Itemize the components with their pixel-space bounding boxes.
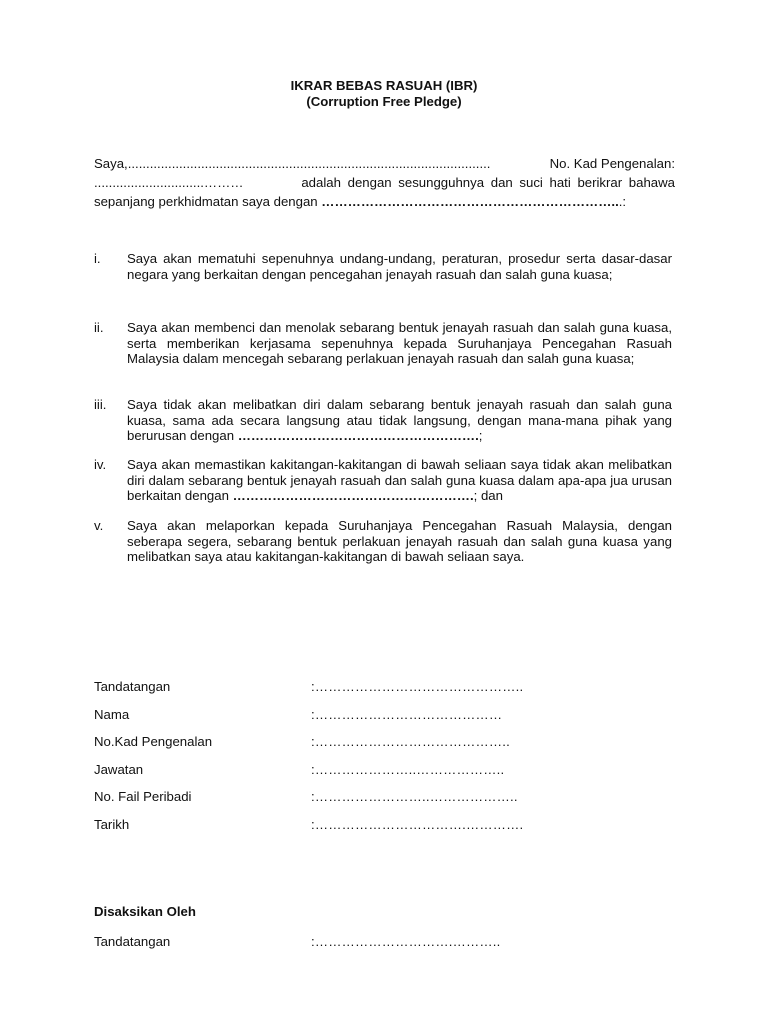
item-blank: ………………………………………………. bbox=[237, 428, 479, 443]
item-end: ; bbox=[478, 428, 483, 443]
list-item: Saya akan membenci dan menolak sebarang bentuk jenayah rasuah dan salah guna kuasa, serta memberikan kerjasama sepenuhnya kepada Suruhanjaya Pencegahan Rasuah Malaysia dalam mencegah sebarang perlakuan jenayah rasuah dan salah guna kuasa; bbox=[127, 320, 672, 366]
name-blank: Saya,................................................................................................... bbox=[94, 156, 491, 171]
item-end: ; dan bbox=[473, 488, 503, 503]
pledge-text: adalah dengan sesungguhnya dan suci hati berikrar bahawa bbox=[301, 175, 675, 190]
document-title: IKRAR BEBAS RASUAH (IBR) bbox=[290, 78, 478, 93]
field-value-name: :…………………………………… bbox=[311, 707, 503, 722]
item-number: iv. bbox=[94, 457, 107, 472]
intro-end: .: bbox=[618, 194, 627, 209]
ic-label: No. Kad Pengenalan: bbox=[549, 156, 675, 171]
field-label-file: No. Fail Peribadi bbox=[94, 789, 192, 804]
item-number: iii. bbox=[94, 397, 107, 412]
field-label-signature: Tandatangan bbox=[94, 679, 171, 694]
field-label-date: Tarikh bbox=[94, 817, 130, 832]
list-item bbox=[127, 397, 672, 444]
field-value-position: :…………………..……………….. bbox=[311, 762, 505, 777]
field-label-name: Nama bbox=[94, 707, 130, 722]
intro-line-3 bbox=[94, 192, 675, 211]
field-label-ic: No.Kad Pengenalan bbox=[94, 734, 213, 749]
field-value-file: :……………………..……………….. bbox=[311, 789, 518, 804]
witness-label-signature: Tandatangan bbox=[94, 934, 171, 949]
list-item bbox=[127, 457, 672, 504]
ic-blank: ..............................……… bbox=[94, 175, 244, 190]
witness-heading: Disaksikan Oleh bbox=[94, 904, 196, 919]
intro-line-2 bbox=[94, 173, 675, 192]
item-number: i. bbox=[94, 251, 101, 266]
employer-blank: ………………………………………………………….. bbox=[321, 194, 619, 209]
field-label-position: Jawatan bbox=[94, 762, 144, 777]
item-text: Saya tidak akan melibatkan diri dalam sebarang bentuk jenayah rasuah dan salah guna kuasa, sama ada secara langsung atau tidak langsung, dengan mana-mana pihak yang berurusan dengan bbox=[127, 397, 672, 443]
document-subtitle: (Corruption Free Pledge) bbox=[306, 94, 462, 109]
list-item: Saya akan melaporkan kepada Suruhanjaya Pencegahan Rasuah Malaysia, dengan seberapa segera, sebarang bentuk perlakuan jenayah rasuah dan salah guna kuasa yang melibatkan saya atau kakitangan-kakitangan di bawah seliaan saya. bbox=[127, 518, 672, 564]
item-number: v. bbox=[94, 518, 104, 533]
intro-line-1 bbox=[94, 154, 675, 173]
field-value-ic: :…………………………………….. bbox=[311, 734, 511, 749]
item-text: Saya akan memastikan kakitangan-kakitangan di bawah seliaan saya tidak akan melibatkan diri dalam sebarang bentuk jenayah rasuah dan salah guna kuasa dalam apa-apa jua urusan berkaitan dengan bbox=[127, 457, 672, 503]
witness-value-signature: :………………………….……….. bbox=[311, 934, 501, 949]
item-number: ii. bbox=[94, 320, 104, 335]
intro-paragraph bbox=[94, 154, 675, 211]
list-item: Saya akan mematuhi sepenuhnya undang-undang, peraturan, prosedur serta dasar-dasar negara yang berkaitan dengan pencegahan jenayah rasuah dan salah guna kuasa; bbox=[127, 251, 672, 282]
field-value-signature: :……………………………………….. bbox=[311, 679, 524, 694]
item-blank: ………………………………………………. bbox=[232, 488, 474, 503]
field-value-date: :…………………………….…………. bbox=[311, 817, 524, 832]
service-text: sepanjang perkhidmatan saya dengan bbox=[94, 194, 318, 209]
